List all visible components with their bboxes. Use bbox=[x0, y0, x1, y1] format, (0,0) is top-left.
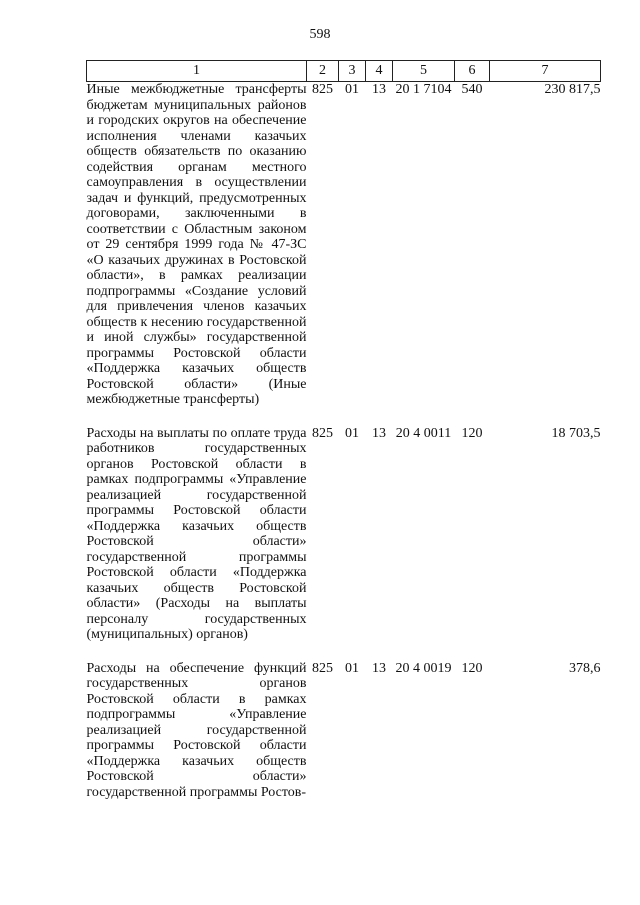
expense-type-code: 120 bbox=[461, 425, 483, 441]
column-header: 1 bbox=[87, 61, 307, 82]
page-number: 598 bbox=[309, 27, 331, 42]
subsection-code: 13 bbox=[372, 425, 386, 441]
row-description: Иные межбюджетные трансферты бюджетам муниципальных районов и городских округов на обеспечение исполнения членами казачьих обществ обязательств по оказанию содействия органам местного самоуправления в осуществлении задач и функций, предусмотренных договорами, заключенными в соответствии с Областным законом от 29 сентября 1999 года № 47-ЗС «О казачьих дружинах в Ростовской области», в рамках реализации подпрограммы «Создание условий для привлечения членов казачьих обществ к несению государственной и иной службы» государственной программы Ростовской области «Поддержка казачьих обществ Ростовской области» (Иные межбюджетные трансферты) bbox=[86, 82, 307, 407]
table-row bbox=[87, 82, 601, 408]
amount-value: 18 703,5 bbox=[551, 425, 601, 441]
row-description: Расходы на выплаты по оплате труда работников государственных органов Ростовской области в рамках подпрограммы «Управление реализацией государственной программы Ростовской области «Поддержка казачьих обществ Ростовской области» государственной программы Ростовской области «Поддержка казачьих обществ Ростовской области» (Расходы на выплаты персоналу государственных (муниципальных) органов) bbox=[86, 425, 307, 642]
column-header: 7 bbox=[490, 61, 601, 82]
subsection-code: 13 bbox=[372, 660, 386, 676]
section-code: 01 bbox=[345, 82, 359, 97]
column-header: 3 bbox=[339, 61, 366, 82]
column-header: 4 bbox=[366, 61, 393, 82]
column-header: 2 bbox=[307, 61, 339, 82]
expense-type-code: 540 bbox=[461, 82, 483, 97]
section-code: 01 bbox=[345, 660, 359, 676]
table-header-row bbox=[87, 61, 601, 82]
target-article-code: 20 4 0011 bbox=[395, 425, 452, 441]
table-row bbox=[87, 426, 601, 643]
subsection-code: 13 bbox=[372, 82, 386, 97]
target-article-code: 20 4 0019 bbox=[395, 660, 452, 676]
ministry-code: 825 bbox=[312, 82, 333, 97]
target-article-code: 20 1 7104 bbox=[395, 82, 452, 97]
row-description: Расходы на обеспечение функций государственных органов Ростовской области в рамках подпрограммы «Управление реализацией государственной программы Ростовской области «Поддержка казачьих обществ Ростовской области» государственной программы Ростов- bbox=[86, 660, 307, 800]
expense-type-code: 120 bbox=[461, 660, 483, 676]
ministry-code: 825 bbox=[312, 660, 333, 676]
column-header: 6 bbox=[455, 61, 490, 82]
amount-value: 378,6 bbox=[569, 660, 601, 676]
table-row bbox=[87, 661, 601, 801]
ministry-code: 825 bbox=[312, 425, 333, 441]
amount-value: 230 817,5 bbox=[544, 82, 601, 97]
section-code: 01 bbox=[345, 425, 359, 441]
column-header: 5 bbox=[393, 61, 455, 82]
budget-table bbox=[86, 60, 601, 800]
